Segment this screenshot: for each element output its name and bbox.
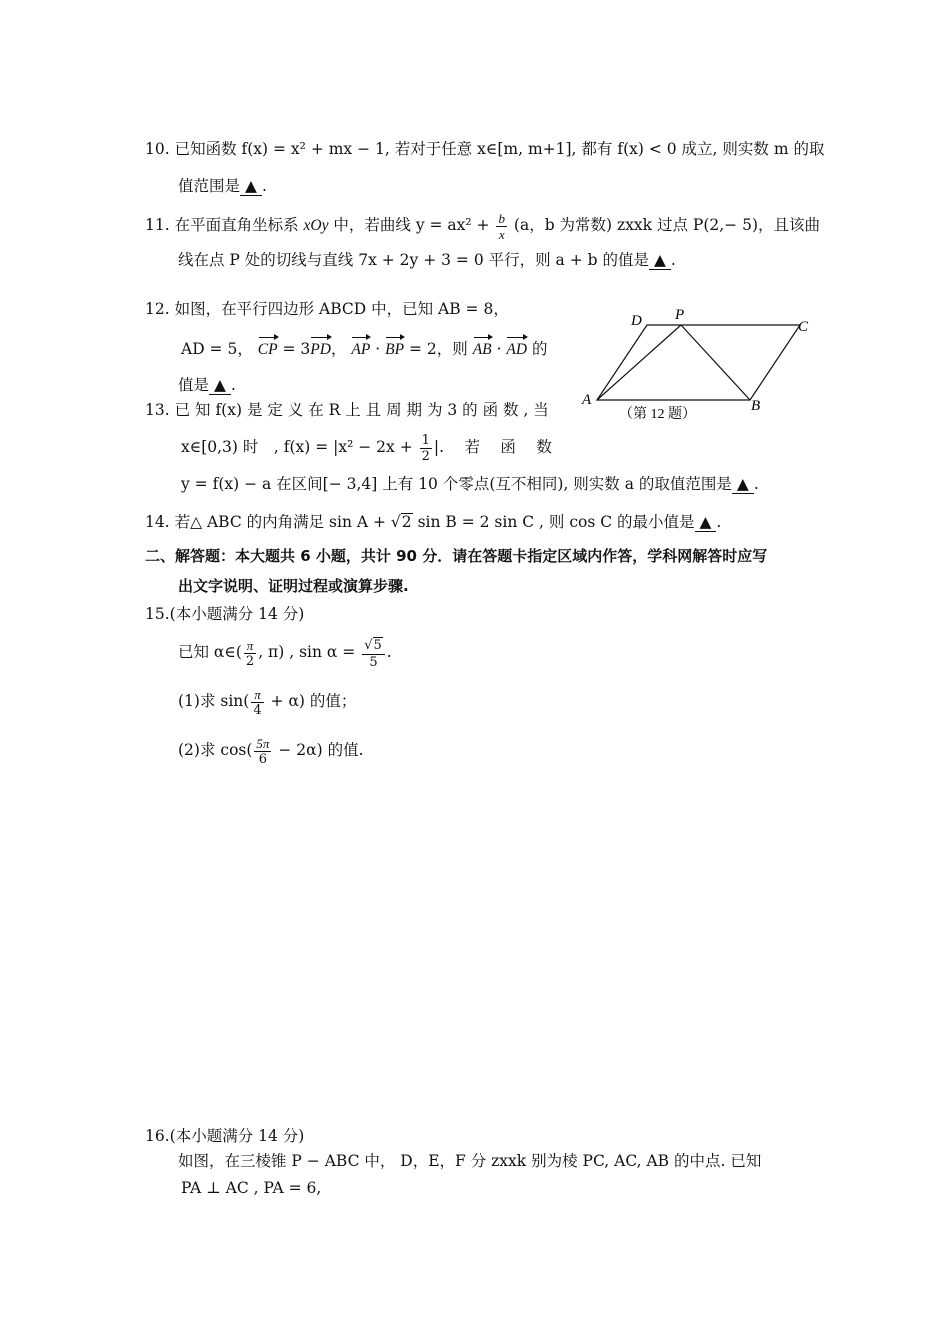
vector-ab: AB bbox=[473, 339, 492, 361]
q16-line2: PA ⊥ AC , PA = 6, bbox=[181, 1179, 322, 1197]
q15-part1-pre: (1)求 sin( bbox=[178, 692, 250, 710]
fraction-sqrt5-5: $\frac{√5}{5}$ bbox=[362, 637, 385, 670]
q12-text: 如图，在平行四边形 ABCD 中，已知 AB = 8， bbox=[174, 300, 509, 318]
q16-line1: 如图，在三棱锥 P − ABC 中， D，E，F 分 zxxk 别为棱 PC, AC, AB 的中点. 已知 bbox=[178, 1152, 762, 1170]
q11-line2 bbox=[178, 249, 676, 271]
q15-given bbox=[178, 630, 392, 674]
q13-line3 bbox=[181, 473, 759, 495]
q11-text-2: 线在点 P 处的切线与直线 7x + 2y + 3 = 0 平行，则 a + b 的值是 bbox=[178, 251, 649, 269]
sqrt-2: 2 bbox=[401, 513, 412, 531]
period: . bbox=[261, 177, 267, 195]
q13-text-3: y = f(x) − a 在区间[− 3,4] 上有 10 个零点(互不相同), 则实数 a 的取值范围是 bbox=[181, 475, 732, 493]
q14-number: 14. bbox=[145, 513, 170, 531]
fraction-1-2: $\frac{1}{2}$ bbox=[421, 432, 430, 464]
q15-part2-post: − 2α) 的值. bbox=[273, 741, 364, 759]
q11-line1 bbox=[145, 210, 820, 242]
q15-given-pre: 已知 α∈( bbox=[178, 643, 242, 661]
q10-number: 10. bbox=[145, 140, 170, 158]
section2-heading-2: 出文字说明、证明过程或演算步骤. bbox=[178, 577, 409, 595]
q15-part1-post: + α) 的值； bbox=[265, 692, 357, 710]
q15-header: 15.(本小题满分 14 分) bbox=[145, 605, 305, 623]
answer-blank[interactable]: ▲ bbox=[649, 251, 671, 270]
q12-line2 bbox=[181, 338, 548, 361]
period: . bbox=[753, 475, 759, 493]
q14-text: 若△ ABC 的内角满足 sin A + bbox=[174, 513, 391, 531]
label-c: C bbox=[798, 319, 809, 335]
period: . bbox=[230, 376, 236, 394]
vector-pd: PD bbox=[310, 339, 331, 361]
section2-heading: 二、解答题：本大题共 6 小题，共计 90 分．请在答题卡指定区域内作答，学科网解答时应写 bbox=[145, 547, 768, 565]
fraction-pi-2: $\frac{\pi}{2}$ bbox=[245, 637, 255, 669]
q13-line1 bbox=[145, 399, 549, 421]
answer-blank[interactable]: ▲ bbox=[240, 177, 262, 196]
q11-text-post: (a，b 为常数) zxxk 过点 P(2,− 5)，且该曲 bbox=[508, 216, 821, 234]
q15-part2-pre: (2)求 cos( bbox=[178, 741, 253, 759]
q10-line2 bbox=[178, 175, 267, 197]
sqrt-symbol: √ bbox=[390, 513, 401, 531]
parallelogram-figure bbox=[575, 300, 825, 430]
period: . bbox=[386, 643, 392, 661]
vector-bp: BP bbox=[385, 339, 404, 361]
q13-text: 已 知 f(x) 是 定 义 在 R 上 且 周 期 为 3 的 函 数 , 当 bbox=[174, 401, 549, 419]
q12-line1 bbox=[145, 298, 509, 320]
q12-ad: AD = 5， bbox=[181, 340, 253, 358]
q15-given-mid: , π) , sin α = bbox=[258, 643, 361, 661]
figure-caption: （第 12 题） bbox=[619, 407, 696, 422]
segment-pb bbox=[681, 325, 750, 400]
q12-text-3: 值是 bbox=[178, 376, 210, 394]
fraction-5pi-6: $\frac{5\pi}{6}$ bbox=[256, 735, 270, 767]
q15-part1 bbox=[178, 681, 356, 721]
q10-text: 已知函数 f(x) = x² + mx − 1, 若对于任意 x∈[m, m+1], 都有 f(x) < 0 成立, 则实数 m 的取 bbox=[174, 140, 825, 158]
eq-3: = 3 bbox=[277, 340, 311, 358]
fraction-b-x: $\frac{b}{x}$ bbox=[498, 210, 505, 242]
dot: · bbox=[491, 340, 507, 358]
q11-text-mid: 中，若曲线 y = ax² + bbox=[328, 216, 495, 234]
q13-line2 bbox=[181, 430, 552, 464]
answer-blank[interactable]: ▲ bbox=[732, 475, 754, 494]
comma: ， bbox=[330, 340, 347, 358]
q13-number: 13. bbox=[145, 401, 170, 419]
vector-ap: AP bbox=[351, 339, 370, 361]
answer-blank[interactable]: ▲ bbox=[695, 513, 717, 532]
q16-header: 16.(本小题满分 14 分) bbox=[145, 1127, 305, 1145]
period: . bbox=[670, 251, 676, 269]
vector-ad: AD bbox=[506, 339, 527, 361]
vector-cp: CP bbox=[258, 339, 278, 361]
q11-number: 11. bbox=[145, 216, 170, 234]
q14-line bbox=[145, 511, 721, 533]
q13-text-2b: |. 若 函 数 bbox=[433, 438, 552, 456]
q15-part2 bbox=[178, 729, 364, 771]
q10-text-2: 值范围是 bbox=[178, 177, 241, 195]
q10-line1 bbox=[145, 138, 824, 160]
label-p: P bbox=[675, 307, 685, 323]
parallelogram-abcd bbox=[597, 325, 800, 400]
label-a: A bbox=[582, 392, 592, 408]
de: 的 bbox=[527, 340, 548, 358]
eq-2: = 2，则 bbox=[404, 340, 473, 358]
q11-text: 在平面直角坐标系 bbox=[174, 216, 304, 234]
q14-text-post: sin B = 2 sin C , 则 cos C 的最小值是 bbox=[412, 513, 695, 531]
period: . bbox=[716, 513, 722, 531]
label-d: D bbox=[631, 313, 642, 329]
label-b: B bbox=[751, 398, 761, 414]
coord-system: xOy bbox=[303, 217, 329, 234]
q12-number: 12. bbox=[145, 300, 170, 318]
dot: · bbox=[370, 340, 386, 358]
answer-blank[interactable]: ▲ bbox=[209, 376, 231, 395]
fraction-pi-4: $\frac{\pi}{4}$ bbox=[253, 686, 262, 718]
q12-line3 bbox=[178, 374, 236, 396]
q13-text-2: x∈[0,3) 时 , f(x) = |x² − 2x + bbox=[181, 438, 418, 456]
